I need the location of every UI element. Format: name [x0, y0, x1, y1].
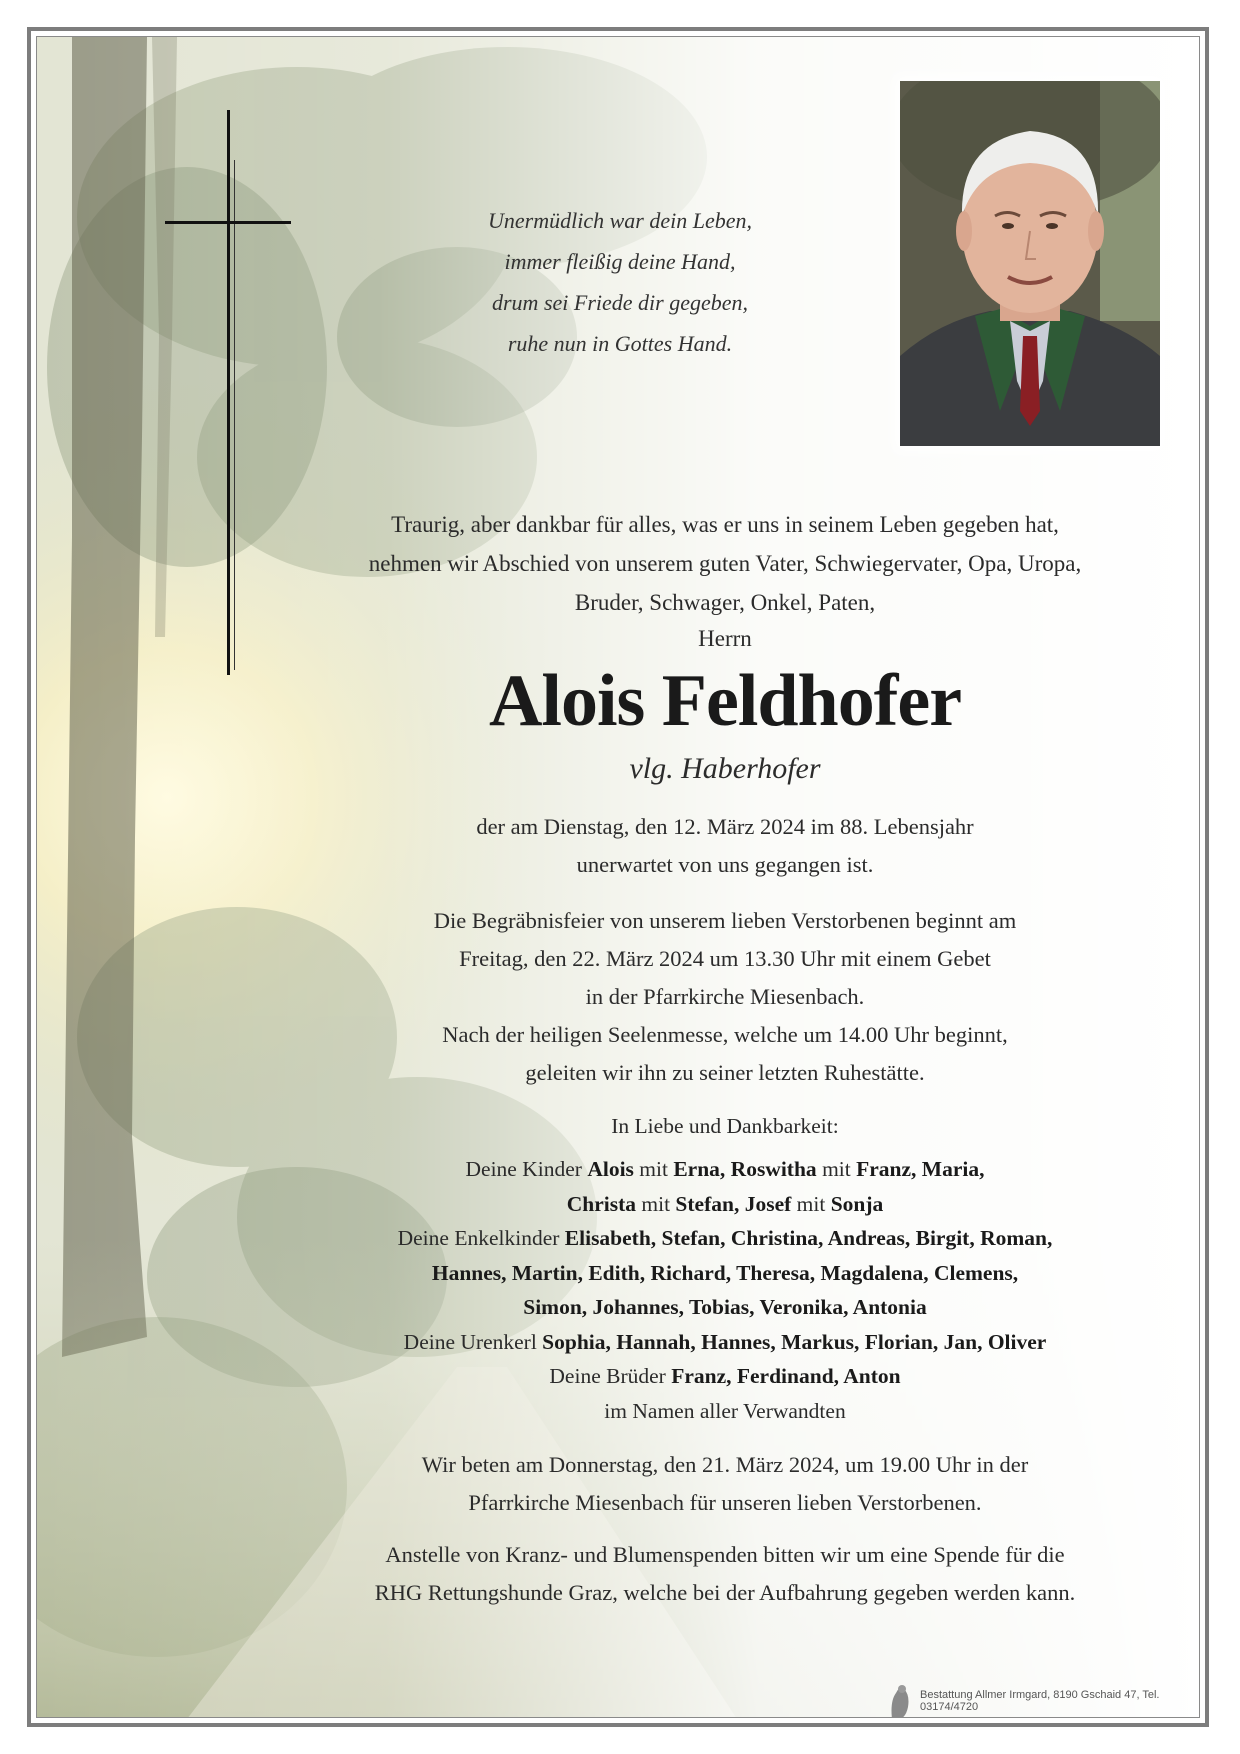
undertaker-logo-icon [886, 1681, 914, 1718]
funeral-line: Nach der heiligen Seelenmesse, welche um 14.00 Uhr beginnt, [442, 1022, 1008, 1047]
honorific: Herrn [698, 626, 752, 651]
love-gratitude-line: In Liebe und Dankbarkeit: [611, 1114, 839, 1138]
family-list [300, 1152, 1150, 1428]
children-line: Deine Kinder Alois mit Erna, Roswitha mit Franz, Maria, [465, 1157, 985, 1181]
intro-line: Bruder, Schwager, Onkel, Paten, [574, 590, 876, 615]
grandchildren-line: Hannes, Martin, Edith, Richard, Theresa, Magdalena, Clemens, [431, 1260, 1019, 1285]
grandchildren-line: Simon, Johannes, Tobias, Veronika, Antonia [523, 1295, 927, 1319]
undertaker-footer [886, 1681, 1186, 1718]
death-notice [300, 808, 1150, 884]
death-line: der am Dienstag, den 12. März 2024 im 88. Lebensjahr [476, 814, 974, 839]
grandchildren-line: Deine Enkelkinder Elisabeth, Stefan, Christina, Andreas, Birgit, Roman, [397, 1226, 1053, 1250]
great-grandchildren-line: Deine Urenkerl Sophia, Hannah, Hannes, Markus, Florian, Jan, Oliver [403, 1329, 1047, 1354]
portrait-photo [900, 81, 1160, 446]
undertaker-contact: Bestattung Allmer Irmgard, 8190 Gschaid 47, Tel. 03174/4720 [920, 1689, 1160, 1713]
donation-line: Anstelle von Kranz- und Blumenspenden bitten wir um eine Spende für die [385, 1542, 1065, 1567]
cross-horizontal-bar [165, 221, 291, 224]
prayer-line: Pfarrkirche Miesenbach für unseren lieben Verstorbenen. [468, 1490, 982, 1515]
funeral-line: Die Begräbnisfeier von unserem lieben Verstorbenen beginnt am [433, 908, 1017, 933]
funeral-line: geleiten wir ihn zu seiner letzten Ruhestätte. [525, 1060, 925, 1085]
deceased-alias: vlg. Haberhofer [629, 752, 821, 785]
poem-line: Unermüdlich war dein Leben, [488, 208, 752, 233]
intro-line: nehmen wir Abschied von unserem guten Vater, Schwiegervater, Opa, Uropa, [368, 551, 1082, 576]
cross-vertical-bar [227, 110, 230, 675]
children-line: Christa mit Stefan, Josef mit Sonja [566, 1191, 884, 1216]
donation-line: RHG Rettungshunde Graz, welche bei der Aufbahrung gegeben werden kann. [374, 1580, 1076, 1605]
poem-line: drum sei Friede dir gegeben, [492, 290, 748, 315]
poem-line: immer fleißig deine Hand, [504, 249, 736, 274]
prayer-notice [300, 1446, 1150, 1522]
announcement-body [300, 505, 1150, 1612]
deceased-name: Alois Feldhofer [488, 660, 962, 742]
relatives-line: im Namen aller Verwandten [604, 1398, 846, 1423]
memorial-poem [420, 200, 820, 364]
prayer-line: Wir beten am Donnerstag, den 21. März 2024, um 19.00 Uhr in der [421, 1452, 1029, 1477]
brothers-line: Deine Brüder Franz, Ferdinand, Anton [549, 1364, 901, 1388]
funeral-details [300, 902, 1150, 1092]
intro-line: Traurig, aber dankbar für alles, was er uns in seinem Leben gegeben hat, [391, 512, 1059, 537]
intro-text [300, 505, 1150, 622]
funeral-line: in der Pfarrkirche Miesenbach. [585, 984, 865, 1009]
funeral-line: Freitag, den 22. März 2024 um 13.30 Uhr mit einem Gebet [459, 946, 991, 971]
death-line: unerwartet von uns gegangen ist. [576, 852, 874, 877]
poem-line: ruhe nun in Gottes Hand. [507, 331, 733, 356]
cross-shadow-bar [234, 160, 235, 670]
donation-notice [300, 1536, 1150, 1612]
